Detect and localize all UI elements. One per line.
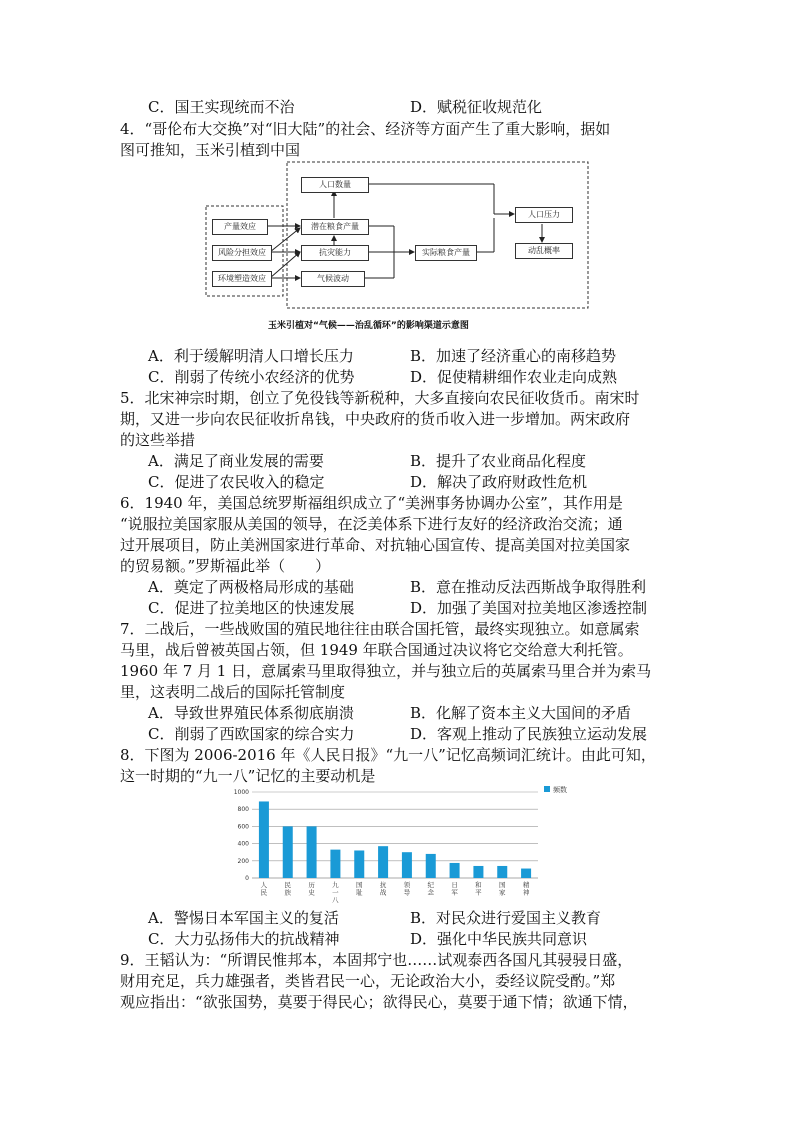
bar: [283, 826, 293, 878]
q4-option-b: B．加速了经济重心的南移趋势: [410, 347, 617, 365]
q4-stem-line-2: 图可推知，玉米引植到中国: [120, 141, 301, 159]
q5-option-b: B．提升了农业商品化程度: [410, 452, 587, 470]
legend-swatch: [544, 786, 550, 792]
q6-option-c: C．促进了拉美地区的快速发展: [148, 599, 355, 617]
x-category-label: 国家: [499, 881, 506, 897]
y-tick-label: 0: [245, 875, 249, 882]
q6-option-b: B．意在推动反法西斯战争取得胜利: [410, 578, 647, 596]
x-category-label: 和平: [475, 881, 482, 897]
x-category-label: 九一八: [332, 881, 339, 904]
q8-stem-line-1: 8．下图为 2006-2016 年《人民日报》“九一八”记忆高频词汇统计。由此可知，: [120, 746, 656, 764]
q7-stem-line-1: 7．二战后，一些战败国的殖民地往往由联合国托管，最终实现独立。如意属索: [120, 620, 640, 638]
q6-option-d: D．加强了美国对拉美地区渗透控制: [410, 599, 648, 617]
q7-stem-line-4: 里，这表明二战后的国际托管制度: [120, 683, 346, 701]
q6-stem-line-4: 的贸易额。”罗斯福此举（ ）: [120, 557, 331, 575]
y-tick-label: 200: [237, 857, 249, 865]
x-category-label: 精神: [522, 881, 530, 897]
x-category-label: 日军: [451, 881, 458, 897]
legend-label: 频数: [553, 786, 567, 794]
y-tick-label: 1000: [233, 789, 249, 796]
q5-option-d: D．解决了政府财政性危机: [410, 473, 588, 491]
x-category-label: 国耻: [356, 881, 363, 897]
q4-stem-line-1: 4．“哥伦布大交换”对“旧大陆”的社会、经济等方面产生了重大影响，据如: [120, 120, 611, 138]
q7-option-a: A．导致世界殖民体系彻底崩溃: [148, 704, 354, 722]
q8-option-b: B．对民众进行爱国主义教育: [410, 909, 602, 927]
q9-stem-line-1: 9．王韬认为：“所谓民惟邦本，本固邦宁也……试观泰西各国凡其骎骎日盛，: [120, 951, 633, 969]
x-category-label: 历史: [308, 881, 315, 897]
x-category-label: 领导: [403, 881, 411, 897]
q7-stem-line-3: 1960 年 7 月 1 日，意属索马里取得独立，并与独立后的英属索马里合并为索马: [120, 662, 652, 680]
q8-stem-line-2: 这一时期的“九一八”记忆的主要动机是: [120, 767, 376, 785]
bar: [402, 852, 412, 878]
x-category-label: 纪念: [427, 881, 434, 897]
q5-option-c: C．促进了农民收入的稳定: [148, 473, 325, 491]
box-population: 人口数量: [301, 177, 369, 193]
q4-option-d: D．促使精耕细作农业走向成熟: [410, 368, 618, 386]
x-category-label: 抗战: [379, 881, 387, 897]
q9-stem-line-3: 观应指出：“欲张国势，莫要于得民心；欲得民心，莫要于通下情；欲通下情，: [120, 993, 638, 1011]
q7-option-d: D．客观上推动了民族独立运动发展: [410, 725, 648, 743]
q7-option-b: B．化解了资本主义大国间的矛盾: [410, 704, 632, 722]
q3-option-d: D．赋税征收规范化: [410, 98, 543, 116]
x-category-label: 民族: [284, 881, 291, 897]
box-climate-fluctuation: 气候波动: [301, 271, 365, 287]
q6-stem-line-2: “说服拉美国家服从美国的领导，在泛美体系下进行友好的经济政治交流；通: [120, 515, 623, 533]
q3-option-c: C．国王实现统而不治: [148, 98, 295, 116]
bar: [473, 866, 483, 878]
q5-stem-line-1: 5．北宋神宗时期，创立了免役钱等新税种，大多直接向农民征收货币。南宋时: [120, 389, 640, 407]
q5-stem-line-2: 期，又进一步向农民征收折帛钱，中央政府的货币收入进一步增加。两宋政府: [120, 410, 631, 428]
box-risk-sharing-effect: 风险分担效应: [212, 245, 272, 261]
y-tick-label: 800: [237, 806, 249, 814]
q8-option-a: A．警惕日本军国主义的复活: [148, 909, 339, 927]
box-environment-effect: 环境塑造效应: [212, 271, 272, 287]
box-disaster-resistance: 抗灾能力: [301, 245, 369, 261]
bar: [521, 869, 531, 878]
x-category-label: 人民: [260, 881, 268, 897]
q6-option-a: A．奠定了两极格局形成的基础: [148, 578, 354, 596]
q4-option-c: C．削弱了传统小农经济的优势: [148, 368, 355, 386]
q6-stem-line-1: 6．1940 年，美国总统罗斯福组织成立了“美洲事务协调办公室”，其作用是: [120, 494, 623, 512]
bar: [354, 850, 364, 878]
q7-stem-line-2: 马里，战后曾被英国占领，但 1949 年联合国通过决议将它交给意大利托管。: [120, 641, 633, 659]
q5-option-a: A．满足了商业发展的需要: [148, 452, 324, 470]
q4-diagram: [204, 160, 590, 312]
q8-bar-chart: [226, 782, 596, 906]
y-tick-label: 600: [237, 823, 249, 831]
bar: [307, 826, 317, 878]
q6-stem-line-3: 过开展项目，防止美洲国家进行革命、对抗轴心国宣传、提高美国对拉美国家: [120, 536, 631, 554]
box-unrest-probability: 动乱概率: [515, 243, 573, 259]
q7-option-c: C．削弱了西欧国家的综合实力: [148, 725, 355, 743]
bar: [378, 846, 388, 878]
bar: [426, 854, 436, 878]
box-population-pressure: 人口压力: [515, 207, 573, 223]
q8-option-d: D．强化中华民族共同意识: [410, 930, 588, 948]
box-actual-grain: 实际粮食产量: [415, 245, 477, 261]
box-potential-grain: 潜在粮食产量: [301, 219, 369, 235]
chart-svg: [226, 782, 596, 906]
box-yield-effect: 产量效应: [212, 219, 268, 235]
y-tick-label: 400: [237, 840, 249, 848]
diagram-connectors: [204, 160, 590, 312]
bar: [450, 863, 460, 878]
q4-diagram-caption: 玉米引植对“气候——治乱循环”的影响渠道示意图: [268, 321, 469, 331]
bar: [330, 850, 340, 878]
bar: [259, 801, 269, 878]
q5-stem-line-3: 的这些举措: [120, 431, 196, 449]
bar: [497, 866, 507, 878]
q9-stem-line-2: 财用充足，兵力雄强者，类皆君民一心，无论政治大小，委经议院受酌。”郑: [120, 972, 616, 990]
q4-option-a: A．利于缓解明清人口增长压力: [148, 347, 354, 365]
q8-option-c: C．大力弘扬伟大的抗战精神: [148, 930, 340, 948]
